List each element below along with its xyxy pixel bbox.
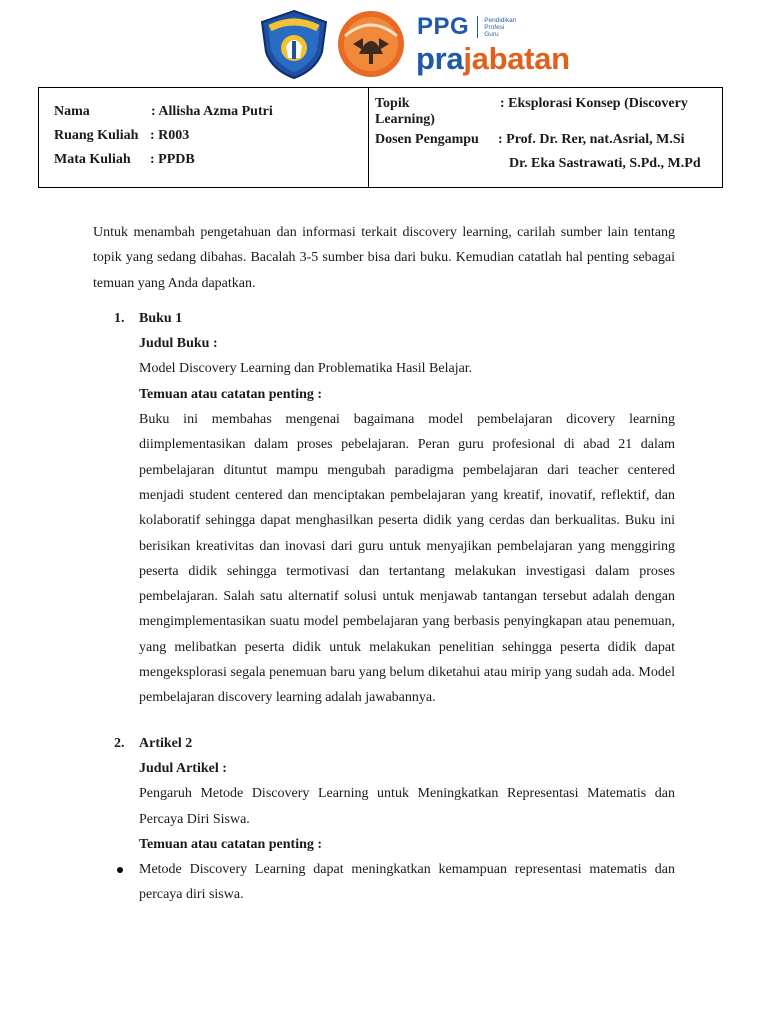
intro-paragraph: Untuk menambah pengetahuan dan informasi terkait discovery learning, carilah sumber lain tentang topik yang sedang dibahas. Bacalah 3-5 sumber bisa dari buku. Kemudian catatlah hal penting sebagai temuan yang Anda dapatkan. (93, 225, 675, 291)
ppg-prajabatan-brand (416, 12, 596, 78)
item-number: 2. (114, 735, 125, 751)
mata-kuliah-value: : PPDB (150, 152, 195, 167)
dosen-value-2: Dr. Eka Sastrawati, S.Pd., M.Pd (509, 156, 701, 171)
topik-value-continued: Learning) (375, 112, 435, 127)
brand-separator (477, 16, 478, 38)
item-heading: Buku 1 (139, 310, 183, 326)
bullet-icon (117, 867, 123, 873)
topik-label: Topik (375, 96, 410, 111)
document-body (93, 220, 675, 908)
prajabatan-wordmark: prajabatan (416, 41, 570, 76)
nama-value: : Allisha Azma Putri (151, 104, 273, 119)
tut-wuri-handayani-logo (256, 8, 332, 80)
item-heading: Artikel 2 (139, 735, 193, 751)
ruang-kuliah-label: Ruang Kuliah (54, 128, 139, 143)
ruang-kuliah-value: : R003 (150, 128, 190, 143)
temuan-paragraph: Buku ini membahas mengenai bagaimana model pembelajaran dicovery learning diimplementasikan dalam proses pebelajaran. Peran guru profesional di abad 21 dalam pembelajaran dituntut mampu mengubah paradigma pembelajaran dari teacher centered menjadi student centered dan menciptakan pembelajaran yang kreatif, inovatif, reflektif, dan kolaboratif sehingga dapat menghasilkan peserta didik yang cerdas dan berkualitas. Buku ini berisikan kreativitas dan inovasi dari guru untuk menyajikan pembelajaran yang menggiring peserta didik sehingga termotivasi dan tertantang melakukan investigasi dalam proses pembelajaran. Salah satu alternatif solusi untuk menjawab tantangan tersebut adalah dengan mengimplementasikan suatu model pembelajaran yang berbasis penyingkapan atau penemuan, yang melibatkan peserta didik untuk melakukan penelitian sehingga peserta didik dapat mengeksplorasi segala penemuan baru yang belum diketahui atau mirip yang sudah ada. Model pembelajaran discovery learning adalah jawabannya. (139, 412, 675, 706)
table-divider (368, 88, 369, 187)
bullet-list-item (93, 857, 675, 908)
temuan-label: Temuan atau catatan penting : (139, 386, 323, 402)
ppg-wordmark: PPG (417, 13, 470, 40)
dosen-label: Dosen Pengampu (375, 132, 479, 147)
ppg-emblem-logo (333, 8, 409, 80)
list-item-buku-1 (93, 306, 675, 711)
dosen-value-1: : Prof. Dr. Rer, nat.Asrial, M.Si (498, 132, 685, 147)
topik-value: : Eksplorasi Konsep (Discovery (500, 96, 688, 111)
header-logos (0, 8, 768, 80)
list-item-artikel-2 (93, 731, 675, 857)
mata-kuliah-label: Mata Kuliah (54, 152, 131, 167)
bullet-text: Metode Discovery Learning dapat meningkatkan kemampuan representasi matematis dan percaya diri siswa. (139, 862, 675, 903)
judul-artikel-label: Judul Artikel : (139, 760, 227, 776)
student-info-table (38, 87, 723, 188)
judul-buku-value: Model Discovery Learning dan Problematika Hasil Belajar. (139, 361, 473, 377)
temuan-label: Temuan atau catatan penting : (139, 836, 323, 852)
ppg-subtitle: Pendidikan Profesi Guru (484, 16, 517, 38)
item-number: 1. (114, 310, 125, 326)
course-info-right (375, 96, 720, 176)
nama-label: Nama (54, 104, 90, 119)
judul-buku-label: Judul Buku : (139, 336, 218, 352)
judul-artikel-value: Pengaruh Metode Discovery Learning untuk Meningkatkan Representasi Matematis dan Percaya Diri Siswa. (139, 786, 675, 827)
